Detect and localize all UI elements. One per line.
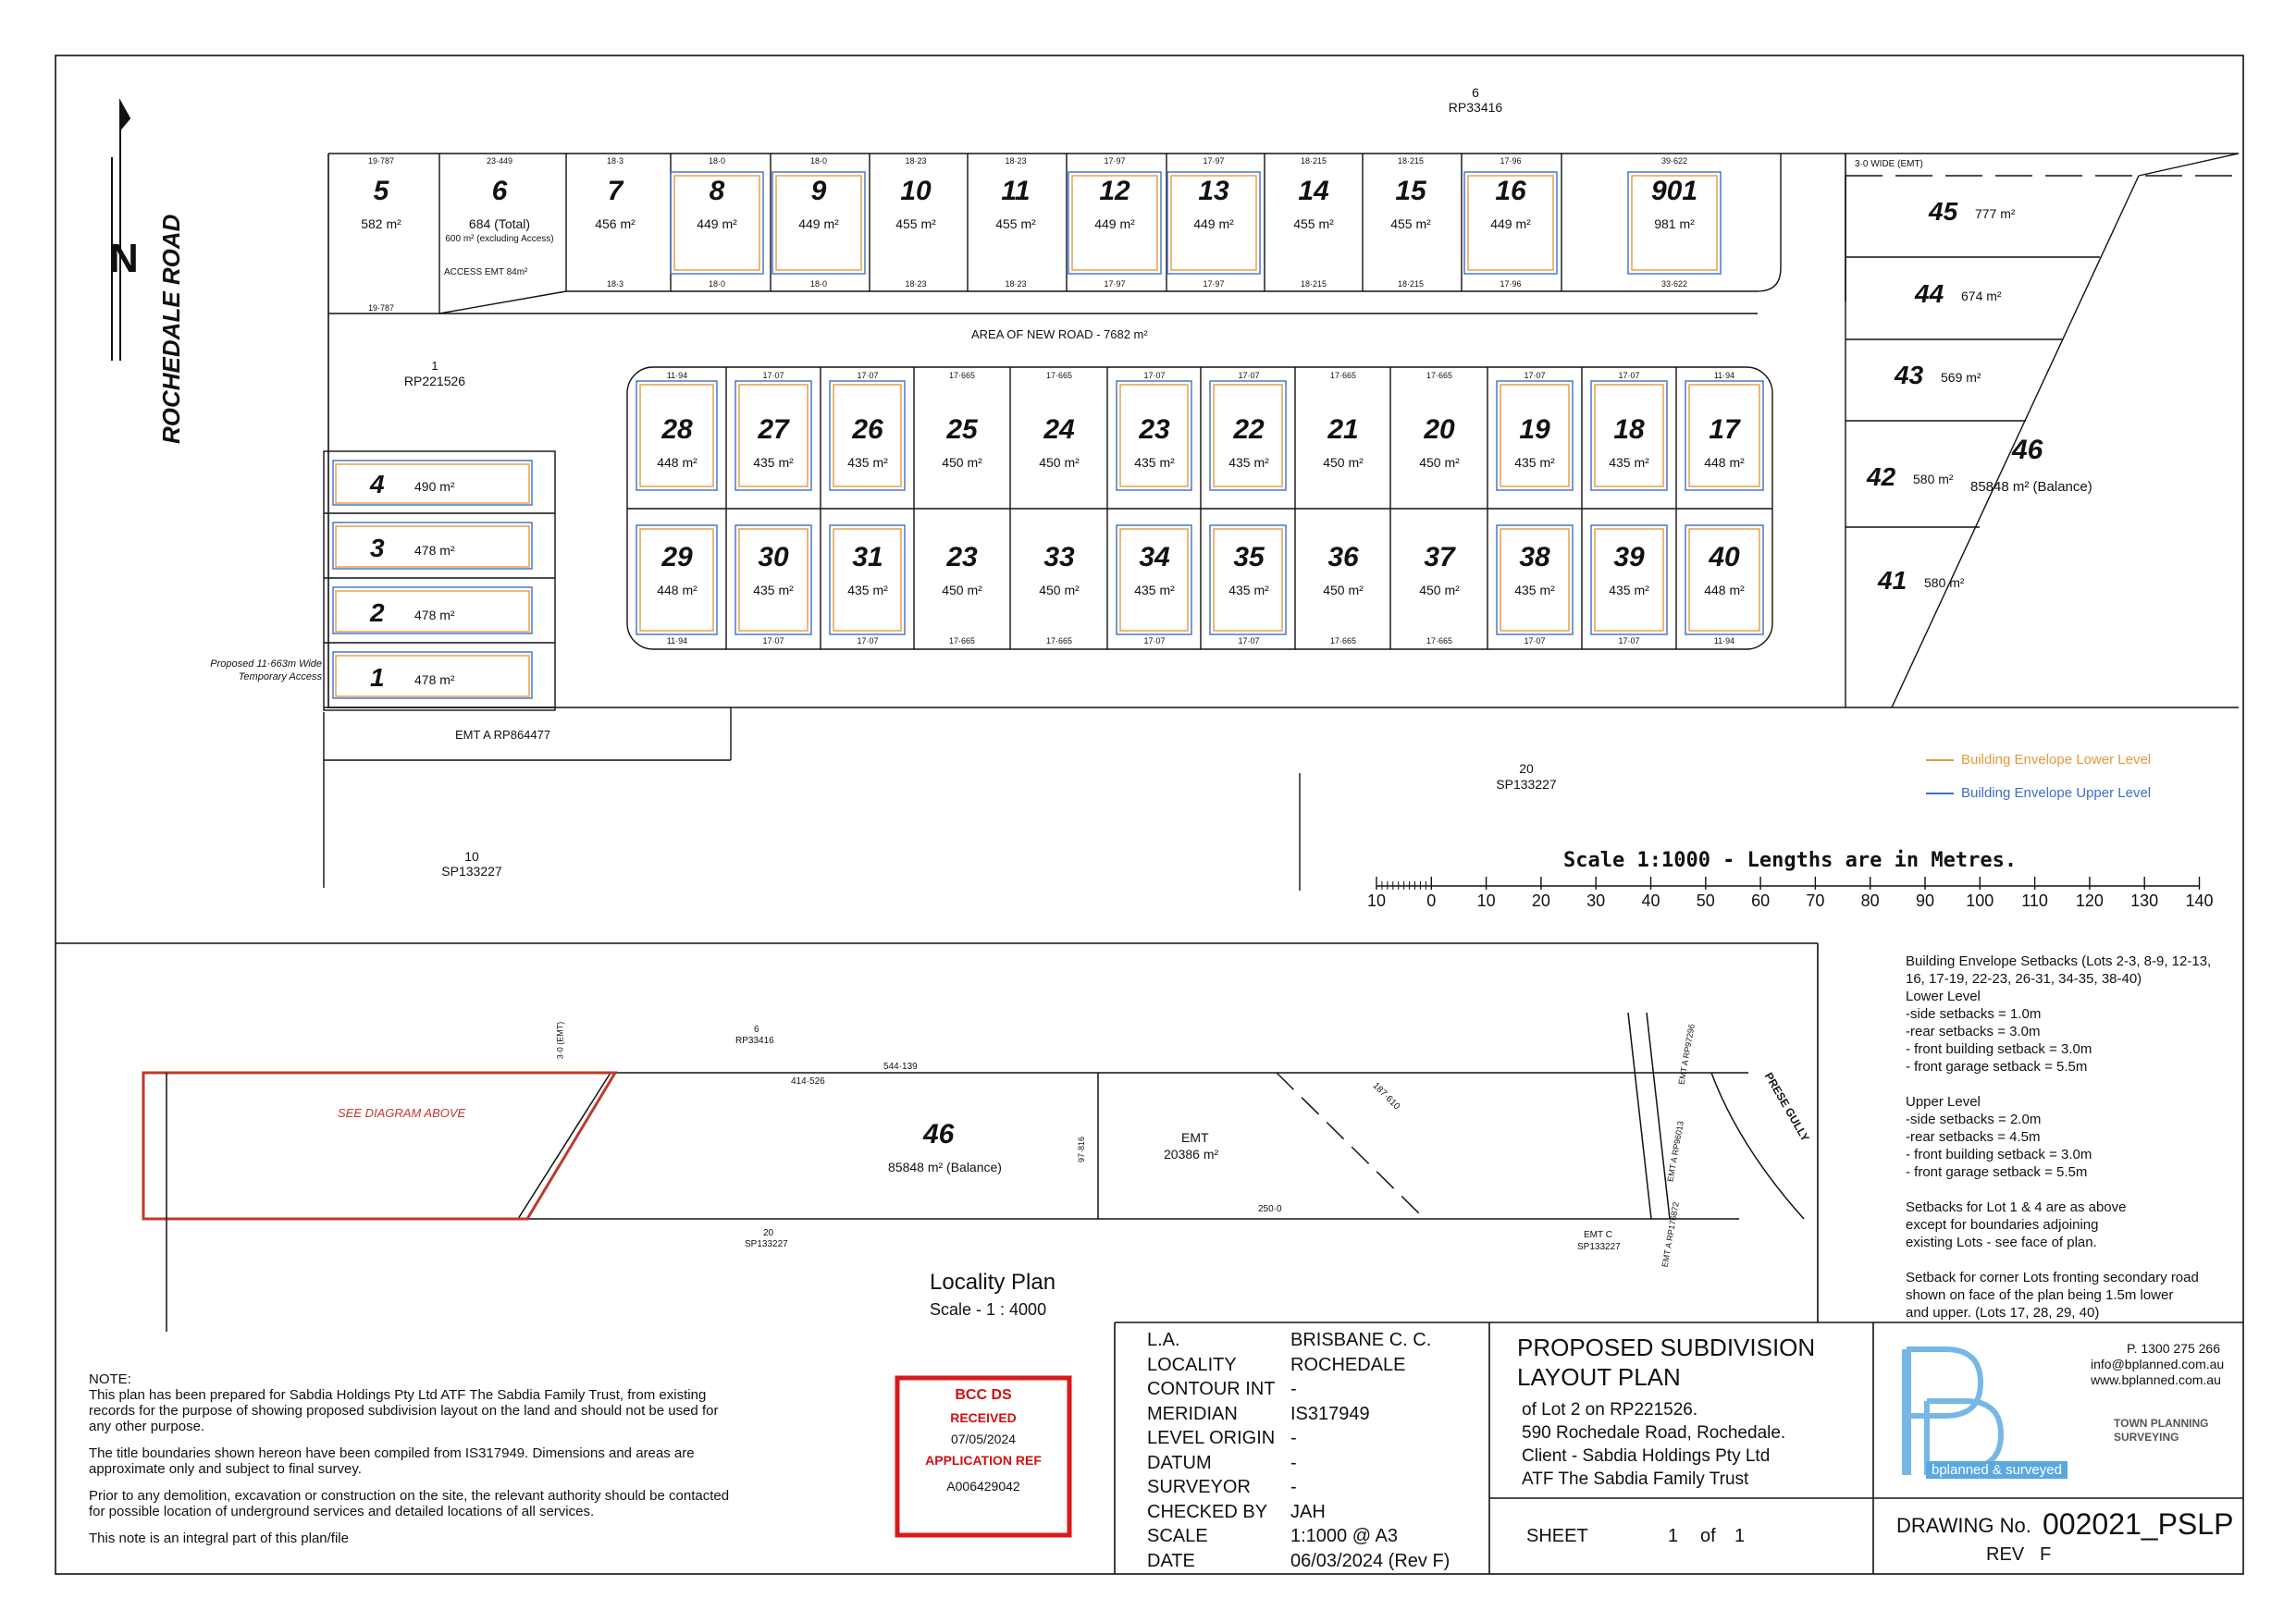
- scale-tick-label: 0: [1426, 891, 1437, 910]
- block-width-dim: 11·94: [1713, 371, 1735, 380]
- stamp-line5: A006429042: [946, 1479, 1020, 1494]
- stamp-line3: 07/05/2024: [950, 1432, 1017, 1446]
- block-lot-number: 40: [1709, 542, 1740, 572]
- bcc-received-stamp: [897, 1378, 1069, 1535]
- block-width-dim: 17·07: [1143, 371, 1166, 380]
- note-line: records for the purpose of showing proposed subdivision layout on the land and should not be used for: [89, 1403, 719, 1419]
- setbacks-line: [1906, 1251, 2239, 1269]
- top-frontage-dim: 18·0: [708, 156, 725, 166]
- left-lot-number: 1: [370, 663, 385, 692]
- block-width-dim-lower: 17·07: [1143, 636, 1166, 646]
- left-lot-area: 478 m²: [414, 672, 455, 687]
- scale-tick-label: 50: [1696, 891, 1715, 910]
- block-lot-number: 36: [1327, 542, 1359, 572]
- north-letter: N: [109, 236, 139, 281]
- bottom-right-neighbour-lot: 20: [1519, 761, 1534, 776]
- right-lot-area: 569 m²: [1941, 370, 1981, 385]
- rev-label: REV: [1986, 1544, 2025, 1565]
- locality-dim-diag: 187·610: [1370, 1080, 1402, 1113]
- right-lot-area: 674 m²: [1961, 289, 2002, 303]
- title-block-row: [1147, 1475, 1489, 1500]
- setbacks-line: existing Lots - see face of plan.: [1906, 1235, 2097, 1250]
- drawing-description: [1522, 1398, 1785, 1491]
- block-width-dim-lower: 17·07: [857, 636, 879, 646]
- note-line: This note is an integral part of this plan/file: [89, 1531, 349, 1546]
- bottom-left-neighbour-plan: SP133227: [441, 864, 502, 879]
- top-lot-area: 449 m²: [1094, 216, 1135, 231]
- block-width-dim-lower: 11·94: [666, 636, 688, 646]
- title-block-value: ROCHEDALE: [1290, 1354, 1406, 1375]
- top-lot-area: 456 m²: [595, 216, 636, 231]
- locality-title: Locality Plan: [930, 1270, 1056, 1295]
- locality-dim-top: 544·139: [883, 1062, 918, 1072]
- top-lot-number: 6: [491, 176, 508, 206]
- top-frontage-dim: 19·787: [367, 156, 395, 166]
- top-rear-dim: 18·23: [905, 279, 927, 289]
- block-lot-area: 435 m²: [1228, 455, 1269, 470]
- block-lot-area: 435 m²: [847, 583, 888, 597]
- left-neighbour-plan: RP221526: [403, 374, 466, 388]
- note-line: any other purpose.: [89, 1419, 205, 1434]
- top-frontage-dim: 17·97: [1203, 156, 1225, 166]
- title-block-key: LOCALITY: [1147, 1354, 1237, 1375]
- right-lot-area: 580 m²: [1924, 575, 1965, 590]
- block-lot-number: 23: [1139, 414, 1170, 445]
- scale-tick-label: 70: [1806, 891, 1825, 910]
- title-block-value: -: [1290, 1428, 1297, 1448]
- setbacks-line: -side setbacks = 2.0m: [1906, 1112, 2042, 1127]
- title-block-row: [1147, 1377, 1489, 1402]
- block-width-dim: 17·665: [1329, 371, 1357, 380]
- stamp-line4: APPLICATION REF: [925, 1453, 1042, 1468]
- block-width-dim: 17·07: [1238, 371, 1260, 380]
- top-lot-area: 684 (Total): [468, 216, 531, 231]
- top-rear-dim: 33·622: [1660, 279, 1688, 289]
- block-lot-number: 24: [1043, 414, 1075, 445]
- drawing-desc-line: ATF The Sabdia Family Trust: [1522, 1469, 1749, 1489]
- title-block-key: L.A.: [1147, 1330, 1180, 1350]
- block-lot-number: 26: [852, 414, 883, 445]
- title-block-row: [1147, 1328, 1489, 1353]
- left-lot-number: 3: [370, 534, 385, 562]
- top-lot-number: 14: [1298, 176, 1329, 206]
- note-line: The title boundaries shown hereon have been compiled from IS317949. Dimensions and areas are: [89, 1445, 695, 1461]
- top-rear-dim: 17·97: [1203, 279, 1225, 289]
- setbacks-line: [1906, 1181, 2239, 1199]
- block-lot-area: 448 m²: [1704, 583, 1745, 597]
- setbacks-line: Lower Level: [1906, 989, 1981, 1004]
- scale-title: Scale 1:1000 - Lengths are in Metres.: [1563, 849, 2018, 872]
- drawing-title-line2: LAYOUT PLAN: [1517, 1363, 1681, 1391]
- block-width-dim: 17·07: [1524, 371, 1546, 380]
- top-frontage-dim: 18·3: [606, 156, 623, 166]
- top-lot-area: 981 m²: [1654, 216, 1695, 231]
- setbacks-line: -side setbacks = 1.0m: [1906, 1006, 2042, 1022]
- right-lot-number: 41: [1878, 566, 1907, 595]
- locality-emt-a1: EMT A RP97296: [1676, 1023, 1697, 1086]
- block-lot-number: 23: [946, 542, 978, 572]
- locality-emt-a3: EMT A RP176872: [1660, 1200, 1681, 1269]
- top-frontage-dim: 18·23: [905, 156, 927, 166]
- block-lot-number: 35: [1233, 542, 1265, 572]
- block-width-dim-lower: 17·665: [1045, 636, 1073, 646]
- title-block-key: SCALE: [1147, 1526, 1208, 1546]
- block-lot-number: 38: [1519, 542, 1550, 572]
- block-width-dim-lower: 17·665: [1329, 636, 1357, 646]
- block-lot-area: 435 m²: [1609, 583, 1649, 597]
- scale-tick-label: 10: [1476, 891, 1496, 910]
- block-lot-area: 450 m²: [1323, 455, 1364, 470]
- bottom-right-neighbour-plan: SP133227: [1496, 777, 1557, 792]
- title-block-row: [1147, 1451, 1489, 1476]
- block-lot-area: 450 m²: [942, 455, 982, 470]
- stamp-line1: BCC DS: [955, 1387, 1012, 1403]
- locality-creek: PRESE GULLY: [1761, 1070, 1812, 1144]
- block-width-dim: 17·07: [1618, 371, 1640, 380]
- title-block-row: [1147, 1426, 1489, 1451]
- title-block-key: MERIDIAN: [1147, 1403, 1238, 1424]
- scale-tick-label: 30: [1586, 891, 1606, 910]
- note-line: approximate only and subject to final survey.: [89, 1461, 362, 1477]
- block-lot-number: 30: [758, 542, 789, 572]
- locality-bottom-plan: SP133227: [745, 1239, 788, 1249]
- block-lot-number: 19: [1519, 414, 1550, 445]
- drawing-desc-line: of Lot 2 on RP221526.: [1522, 1400, 1698, 1420]
- company-tag1: TOWN PLANNING: [2114, 1417, 2209, 1430]
- note-line: [89, 1434, 810, 1445]
- top-rear-dim: 18·215: [1397, 279, 1425, 289]
- drawing-no-value: 002021_PSLP: [2043, 1507, 2234, 1541]
- block-lot-number: 37: [1424, 542, 1455, 572]
- top-lot-sub1: 600 m² (excluding Access): [445, 234, 554, 244]
- locality-dim-side: 97·816: [1077, 1136, 1087, 1163]
- top-rear-dim: 17·96: [1500, 279, 1522, 289]
- emt-wide-label: 3·0 WIDE (EMT): [1855, 159, 1923, 169]
- block-lot-number: 25: [946, 414, 978, 445]
- note-line: [89, 1477, 810, 1488]
- right-lot-number: 44: [1915, 279, 1944, 308]
- setbacks-line: Upper Level: [1906, 1094, 1981, 1110]
- setbacks-line: -rear setbacks = 4.5m: [1906, 1129, 2041, 1145]
- locality-emt3: 3·0 (EMT): [555, 1021, 565, 1060]
- title-block-key: CHECKED BY: [1147, 1501, 1268, 1522]
- setbacks-line: and upper. (Lots 17, 28, 29, 40): [1906, 1305, 2100, 1321]
- setbacks-line: Building Envelope Setbacks (Lots 2-3, 8-9, 12-13,: [1906, 953, 2212, 969]
- top-rear-dim: 17·97: [1104, 279, 1126, 289]
- block-lot-area: 435 m²: [1134, 455, 1175, 470]
- top-lot-area: 449 m²: [697, 216, 737, 231]
- title-block-details: [1147, 1328, 1489, 1573]
- block-lot-area: 435 m²: [753, 455, 794, 470]
- block-width-dim-lower: 17·07: [1238, 636, 1260, 646]
- scale-tick-label: 60: [1751, 891, 1771, 910]
- top-frontage-dim: 18·215: [1300, 156, 1327, 166]
- title-block-value: -: [1290, 1452, 1297, 1473]
- scale-tick-label: 10: [1366, 891, 1387, 910]
- block-width-dim-lower: 17·07: [1618, 636, 1640, 646]
- top-rear-dim: 18·3: [606, 279, 623, 289]
- note-line: This plan has been prepared for Sabdia Holdings Pty Ltd ATF The Sabdia Family Trust, from existing: [89, 1387, 707, 1403]
- right-lot-number: 42: [1867, 462, 1896, 491]
- setbacks-line: - front garage setback = 5.5m: [1906, 1059, 2088, 1075]
- block-lot-number: 20: [1424, 414, 1455, 445]
- title-block-value: 1:1000 @ A3: [1290, 1526, 1398, 1546]
- locality-emt-c: EMT C: [1584, 1230, 1612, 1240]
- block-lot-area: 450 m²: [1039, 583, 1080, 597]
- setbacks-line: - front building setback = 3.0m: [1906, 1041, 2092, 1057]
- top-lot-area: 455 m²: [1293, 216, 1334, 231]
- top-lot-area: 582 m²: [361, 216, 401, 231]
- scale-tick-label: 130: [2130, 891, 2159, 910]
- top-lot-number: 12: [1099, 176, 1130, 206]
- locality-scale: Scale - 1 : 4000: [930, 1300, 1047, 1319]
- title-block-row: [1147, 1353, 1489, 1378]
- block-lot-area: 435 m²: [1514, 455, 1555, 470]
- top-lot-area: 455 m²: [1390, 216, 1431, 231]
- block-width-dim: 11·94: [666, 371, 688, 380]
- emt-a-label: EMT A RP864477: [455, 728, 551, 742]
- top-lot-number: 16: [1495, 176, 1526, 206]
- left-lot-number: 2: [370, 598, 385, 627]
- setbacks-line: Setbacks for Lot 1 & 4 are as above: [1906, 1199, 2127, 1215]
- top-frontage-dim: 18·0: [809, 156, 827, 166]
- top-lot-number: 7: [607, 176, 623, 206]
- note-line: [89, 1519, 810, 1531]
- note-line: for possible location of underground services and detailed locations of all services.: [89, 1504, 595, 1519]
- scale-tick-label: 80: [1860, 891, 1880, 910]
- setbacks-line: -rear setbacks = 3.0m: [1906, 1024, 2041, 1039]
- rochedale-road-label: ROCHEDALE ROAD: [157, 214, 185, 444]
- title-block-key: DATUM: [1147, 1452, 1212, 1473]
- setbacks-line: shown on face of the plan being 1.5m lower: [1906, 1287, 2174, 1303]
- rev-value: F: [2040, 1544, 2052, 1565]
- block-lot-area: 435 m²: [847, 455, 888, 470]
- locality-dim-top2: 414·526: [791, 1076, 825, 1087]
- locality-emt-a2: EMT A RP96013: [1665, 1120, 1685, 1183]
- stamp-line2: RECEIVED: [950, 1410, 1017, 1425]
- scale-tick-label: 120: [2075, 891, 2104, 910]
- block-lot-area: 448 m²: [657, 455, 697, 470]
- scale-tick-label: 100: [1966, 891, 1994, 910]
- block-lot-number: 31: [852, 542, 883, 572]
- block-lot-area: 450 m²: [942, 583, 982, 597]
- top-lot-number: 10: [900, 176, 932, 206]
- top-lot-number: 8: [709, 176, 725, 206]
- locality-bottom-lot: 20: [763, 1228, 774, 1238]
- locality-dim-bottom: 250·0: [1258, 1204, 1282, 1214]
- block-width-dim: 17·665: [948, 371, 976, 380]
- block-lot-number: 17: [1709, 414, 1740, 445]
- top-lot-area: 449 m²: [798, 216, 839, 231]
- right-lot-area: 777 m²: [1975, 206, 2016, 221]
- locality-emt-area: 20386 m²: [1164, 1147, 1219, 1162]
- top-rear-dim: 18·23: [1005, 279, 1027, 289]
- block-lot-area: 450 m²: [1039, 455, 1080, 470]
- block-lot-area: 435 m²: [1134, 583, 1175, 597]
- left-neighbour-lot: 1: [431, 359, 438, 373]
- block-lot-area: 435 m²: [1228, 583, 1269, 597]
- block-lot-number: 18: [1613, 414, 1645, 445]
- top-frontage-dim: 17·97: [1104, 156, 1126, 166]
- sheet-total: 1: [1734, 1526, 1746, 1546]
- block-width-dim: 17·07: [762, 371, 784, 380]
- setbacks-line: - front garage setback = 5.5m: [1906, 1164, 2088, 1180]
- block-lot-number: 22: [1233, 414, 1265, 445]
- title-block-row: [1147, 1524, 1489, 1549]
- top-frontage-dim: 18·23: [1005, 156, 1027, 166]
- bplanned-logo-icon: [1901, 1346, 2021, 1475]
- title-block-key: LEVEL ORIGIN: [1147, 1428, 1276, 1448]
- top-lot-number: 15: [1395, 176, 1426, 206]
- company-tag2: SURVEYING: [2114, 1431, 2179, 1444]
- top-lot-sub2: ACCESS EMT 84m²: [444, 267, 528, 277]
- logo-text: bplanned & surveyed: [1926, 1461, 2068, 1479]
- top-rear-dim: 18·0: [809, 279, 827, 289]
- setbacks-notes: [1906, 953, 2239, 1322]
- block-width-dim-lower: 17·07: [762, 636, 784, 646]
- title-block-value: -: [1290, 1477, 1297, 1497]
- block-lot-area: 435 m²: [1609, 455, 1649, 470]
- right-lot-area: 580 m²: [1913, 472, 1954, 486]
- top-frontage-dim: 18·215: [1397, 156, 1425, 166]
- block-lot-number: 39: [1613, 542, 1645, 572]
- block-width-dim: 17·665: [1045, 371, 1073, 380]
- setbacks-line: 16, 17-19, 22-23, 26-31, 34-35, 38-40): [1906, 971, 2142, 987]
- title-block-key: CONTOUR INT: [1147, 1379, 1276, 1399]
- company-web: www.bplanned.com.au: [2091, 1372, 2221, 1387]
- top-neighbour-lot: 6: [1472, 85, 1479, 100]
- top-lot-number: 11: [1001, 176, 1031, 206]
- top-rear-dim: 18·0: [708, 279, 725, 289]
- top-lot-area: 449 m²: [1490, 216, 1531, 231]
- top-neighbour-plan: RP33416: [1448, 100, 1503, 115]
- block-width-dim-lower: 17·665: [1426, 636, 1453, 646]
- left-lot-number: 4: [370, 470, 385, 498]
- block-lot-number: 28: [661, 414, 693, 445]
- company-contact: [2091, 1341, 2225, 1388]
- access-note-line1: Proposed 11·663m Wide: [210, 658, 322, 670]
- setbacks-line: [1906, 1076, 2239, 1093]
- block-width-dim-lower: 17·665: [948, 636, 976, 646]
- scale-tick-label: 20: [1531, 891, 1550, 910]
- locality-lot46: 46: [923, 1119, 955, 1150]
- setbacks-line: Setback for corner Lots fronting secondary road: [1906, 1270, 2199, 1285]
- top-lot-area: 449 m²: [1193, 216, 1234, 231]
- balance-lot-number: 46: [2012, 435, 2043, 465]
- scale-tick-label: 90: [1915, 891, 1935, 910]
- top-lot-number: 5: [373, 176, 389, 206]
- right-lot-number: 45: [1929, 197, 1958, 226]
- block-width-dim-lower: 11·94: [1713, 636, 1735, 646]
- block-width-dim: 17·665: [1426, 371, 1453, 380]
- top-lot-number: 9: [810, 176, 827, 206]
- locality-lot46-area: 85848 m² (Balance): [888, 1160, 1002, 1174]
- block-lot-area: 448 m²: [657, 583, 697, 597]
- locality-emt-c-plan: SP133227: [1577, 1242, 1621, 1252]
- balance-lot-area: 85848 m² (Balance): [1970, 479, 2092, 495]
- plan-note: [89, 1371, 810, 1546]
- note-line: Prior to any demolition, excavation or construction on the site, the relevant authority should be contacted: [89, 1488, 730, 1504]
- block-lot-area: 448 m²: [1704, 455, 1745, 470]
- company-tagline: [2114, 1417, 2208, 1445]
- block-lot-number: 29: [661, 542, 693, 572]
- company-email: info@bplanned.com.au: [2091, 1357, 2225, 1371]
- north-arrow-icon: [112, 102, 130, 361]
- company-phone: P. 1300 275 266: [2127, 1341, 2220, 1356]
- locality-emt: EMT: [1181, 1130, 1209, 1145]
- legend-label: Building Envelope Upper Level: [1961, 785, 2152, 801]
- top-frontage-dim: 39·622: [1660, 156, 1688, 166]
- top-lot-area: 455 m²: [895, 216, 936, 231]
- setbacks-line: except for boundaries adjoining: [1906, 1217, 2099, 1233]
- title-block-row: [1147, 1402, 1489, 1427]
- top-frontage-dim: 17·96: [1500, 156, 1522, 166]
- left-lot-area: 478 m²: [414, 543, 455, 558]
- title-block-key: DATE: [1147, 1550, 1195, 1571]
- bottom-left-neighbour-lot: 10: [464, 849, 479, 864]
- top-lot-number: 13: [1198, 176, 1229, 206]
- block-lot-number: 34: [1139, 542, 1170, 572]
- drawing-title-line1: PROPOSED SUBDIVISION: [1517, 1334, 1816, 1361]
- locality-see-diagram: SEE DIAGRAM ABOVE: [338, 1106, 466, 1120]
- top-rear-dim: 19·787: [367, 303, 395, 313]
- access-note-line2: Temporary Access: [238, 671, 322, 682]
- block-lot-area: 435 m²: [1514, 583, 1555, 597]
- legend-label: Building Envelope Lower Level: [1961, 752, 2152, 768]
- scale-tick-label: 110: [2021, 891, 2048, 910]
- top-lot-area: 455 m²: [995, 216, 1036, 231]
- title-block-value: 06/03/2024 (Rev F): [1290, 1550, 1450, 1571]
- sheet-of: of: [1700, 1526, 1716, 1546]
- left-lot-area: 490 m²: [414, 479, 455, 494]
- title-block-value: -: [1290, 1379, 1297, 1399]
- block-lot-area: 450 m²: [1323, 583, 1364, 597]
- locality-top-lot: 6: [754, 1025, 759, 1035]
- sheet-number: 1: [1668, 1526, 1679, 1546]
- top-lot-number: 901: [1650, 176, 1698, 206]
- locality-top-plan: RP33416: [735, 1036, 774, 1046]
- title-block-value: BRISBANE C. C.: [1290, 1330, 1432, 1350]
- drawing-desc-line: Client - Sabdia Holdings Pty Ltd: [1522, 1446, 1771, 1466]
- title-block-row: [1147, 1500, 1489, 1525]
- title-block-value: IS317949: [1290, 1403, 1370, 1424]
- right-lot-number: 43: [1895, 361, 1924, 389]
- block-lot-number: 21: [1327, 414, 1359, 445]
- title-block-row: [1147, 1549, 1489, 1574]
- setbacks-line: - front building setback = 3.0m: [1906, 1147, 2092, 1162]
- block-lot-number: 27: [758, 414, 789, 445]
- block-lot-area: 435 m²: [753, 583, 794, 597]
- title-block-value: JAH: [1290, 1501, 1326, 1522]
- block-width-dim-lower: 17·07: [1524, 636, 1546, 646]
- block-lot-number: 33: [1043, 542, 1075, 572]
- block-lot-area: 450 m²: [1419, 583, 1460, 597]
- top-rear-dim: 18·215: [1300, 279, 1327, 289]
- scale-tick-label: 140: [2185, 891, 2214, 910]
- top-frontage-dim: 23·449: [486, 156, 513, 166]
- drawing-no-label: DRAWING No.: [1896, 1514, 2031, 1537]
- block-lot-area: 450 m²: [1419, 455, 1460, 470]
- new-road-label: AREA OF NEW ROAD - 7682 m²: [971, 327, 1148, 341]
- left-lot-area: 478 m²: [414, 608, 455, 622]
- note-line: NOTE:: [89, 1371, 131, 1387]
- scale-tick-label: 40: [1641, 891, 1660, 910]
- block-width-dim: 17·07: [857, 371, 879, 380]
- drawing-desc-line: 590 Rochedale Road, Rochedale.: [1522, 1423, 1786, 1443]
- sheet-label: SHEET: [1526, 1526, 1588, 1546]
- title-block-key: SURVEYOR: [1147, 1477, 1251, 1497]
